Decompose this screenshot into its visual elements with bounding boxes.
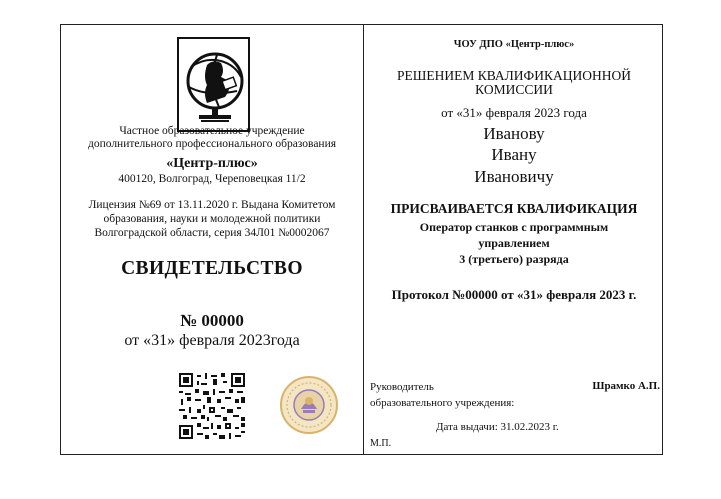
official-seal-icon bbox=[279, 375, 339, 435]
recipient-first-name: Ивану bbox=[491, 145, 537, 164]
globe-reader-logo-icon bbox=[177, 37, 250, 132]
stamp-place-label: М.П. bbox=[370, 438, 392, 449]
recipient-patronymic: Ивановичу bbox=[474, 167, 554, 186]
head-label-line: образовательного учреждения: bbox=[370, 397, 515, 409]
decision-line: КОМИССИИ bbox=[475, 82, 553, 97]
certificate-date: от «31» февраля 2023года bbox=[124, 332, 300, 349]
license-line: Волгоградской области, серия 34Л01 №0002067 bbox=[94, 227, 330, 239]
certificate-number: № 00000 bbox=[180, 311, 244, 330]
qualification-line: Оператор станков с программным bbox=[419, 220, 609, 234]
org-full-line: Частное образовательное учреждение bbox=[119, 125, 305, 137]
commission-decision bbox=[364, 69, 664, 97]
head-label bbox=[370, 379, 514, 411]
license-line: образования, науки и молодежной политики bbox=[103, 213, 321, 225]
license-line: Лицензия №69 от 13.11.2020 г. Выдана Комитетом bbox=[88, 199, 336, 211]
protocol-reference: Протокол №00000 от «31» февраля 2023 г. bbox=[391, 287, 637, 302]
head-label-line: Руководитель bbox=[370, 381, 434, 393]
org-full-name bbox=[61, 125, 363, 151]
qualification-details bbox=[384, 219, 644, 267]
left-panel bbox=[61, 25, 363, 454]
decision-date: от «31» февраля 2023 года bbox=[441, 105, 587, 120]
right-panel bbox=[364, 25, 664, 454]
org-short-name: «Центр-плюс» bbox=[166, 156, 258, 171]
qualification-line: управлением bbox=[478, 236, 550, 250]
org-full-line: дополнительного профессионального образования bbox=[87, 138, 337, 150]
qualification-grade: 3 (третьего) разряда bbox=[459, 252, 569, 266]
certificate-title: СВИДЕТЕЛЬСТВО bbox=[121, 258, 303, 279]
recipient-surname: Иванову bbox=[483, 124, 545, 143]
certificate bbox=[60, 24, 663, 455]
license-info bbox=[81, 198, 343, 240]
head-name: Шрамко А.П. bbox=[592, 380, 660, 392]
qr-code-icon bbox=[179, 373, 245, 439]
decision-line: РЕШЕНИЕМ КВАЛИФИКАЦИОННОЙ bbox=[397, 68, 631, 83]
org-header: ЧОУ ДПО «Центр-плюс» bbox=[453, 39, 575, 50]
qualification-heading: ПРИСВАИВАЕТСЯ КВАЛИФИКАЦИЯ bbox=[390, 201, 638, 216]
org-address: 400120, Волгоград, Череповецкая 11/2 bbox=[118, 173, 306, 185]
issue-date: Дата выдачи: 31.02.2023 г. bbox=[436, 421, 559, 433]
